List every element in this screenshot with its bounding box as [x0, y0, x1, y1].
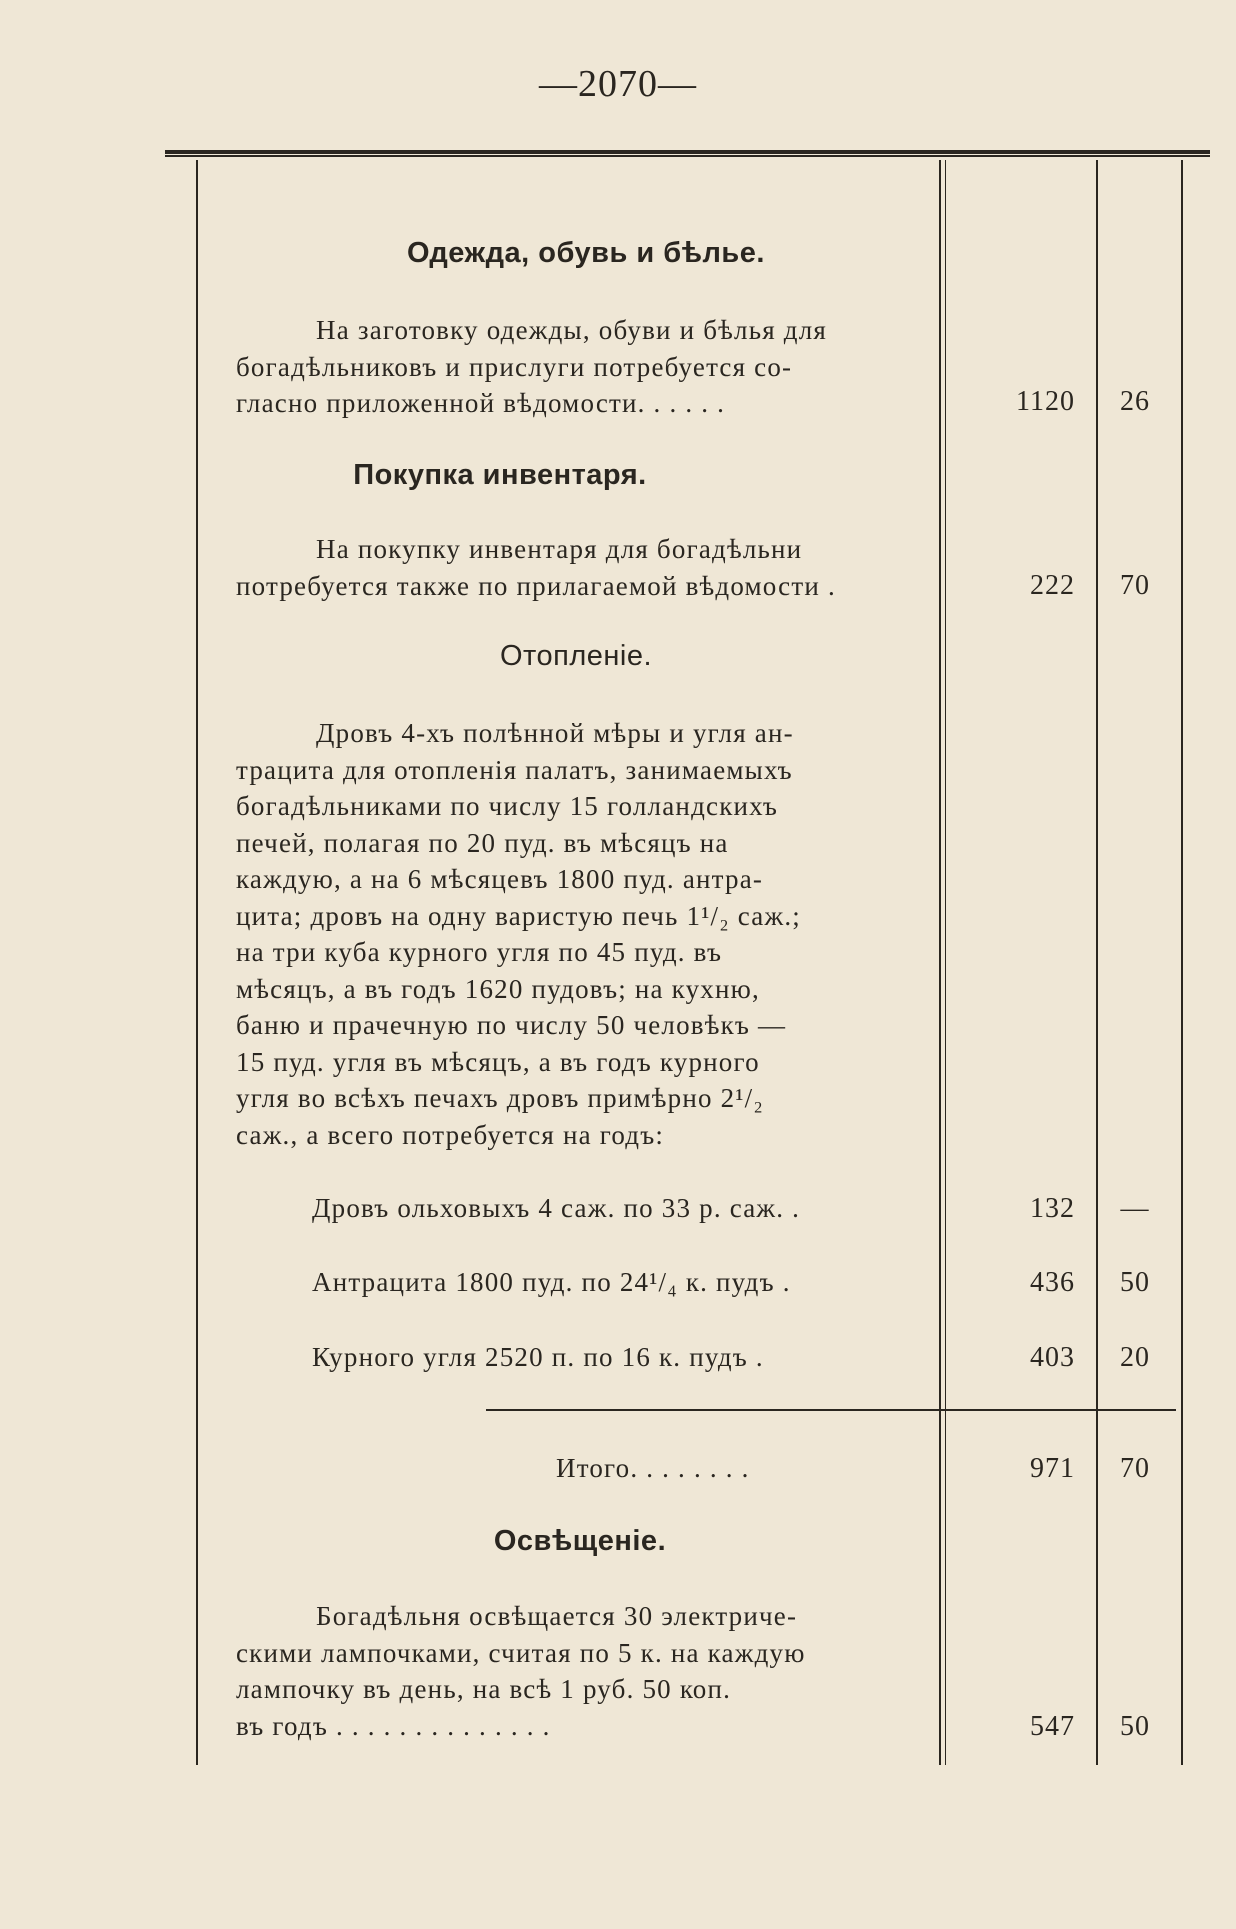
text-line: потребуется также по прилагаемой вѣдомости . [236, 570, 836, 601]
amount-kop-clothing: 26 [1120, 386, 1150, 417]
text-line: цита; дровъ на одну варистую печь 1¹/₂ саж.; [236, 900, 801, 931]
text-line: саж., а всего потребуется на годъ: [236, 1119, 665, 1150]
text-line: гласно приложенной вѣдомости. . . . . . [236, 388, 726, 418]
text-line: на три куба курного угля по 45 пуд. въ [236, 937, 723, 967]
text-line: каждую, а на 6 мѣсяцевъ 1800 пуд. антра- [236, 864, 764, 894]
kop-column-left-line [1096, 160, 1098, 1765]
section-title-lighting: Освѣщеніе. [493, 1525, 667, 1557]
amount-kop-inventory: 70 [1120, 570, 1150, 601]
text-line: печей, полагая по 20 пуд. въ мѣсяцъ на [236, 827, 729, 858]
amount-kop-heating-total: 70 [1120, 1453, 1150, 1484]
amount-rub-heating-total: 971 [1030, 1453, 1075, 1484]
text-line: трацита для отопленія палатъ, занимаемыхъ [236, 754, 793, 785]
text-line: лампочку въ день, на всѣ 1 руб. 50 коп. [236, 1674, 732, 1704]
text-line: скими лампочками, считая по 5 к. на каждую [236, 1637, 806, 1668]
text-line: угля во всѣхъ печахъ дровъ примѣрно 2¹/₂ [236, 1083, 764, 1113]
text-line: 15 пуд. угля въ мѣсяцъ, а въ годъ курного [236, 1046, 760, 1077]
amount-rub-firewood: 132 [1030, 1193, 1075, 1224]
section-title-clothing: Одежда, обувь и бѣлье. [407, 237, 765, 269]
page-number: —2070— [539, 63, 697, 105]
text-line: богадѣльниками по числу 15 голландскихъ [236, 791, 778, 821]
text-line: Дровъ 4-хъ полѣнной мѣры и угля ан- [316, 718, 794, 748]
paragraph-lighting [236, 1598, 911, 1744]
text-line: богадѣльниковъ и прислуги потребуется со- [236, 351, 793, 382]
text-line: На заготовку одежды, обуви и бѣлья для [316, 315, 828, 345]
section-title-inventory: Покупка инвентаря. [353, 459, 647, 491]
amount-kop-anthracite: 50 [1120, 1267, 1150, 1298]
amount-rub-clothing: 1120 [1016, 386, 1075, 417]
paragraph-heating [236, 715, 911, 1153]
heating-total-label: Итого. . . . . . . . [556, 1453, 750, 1483]
amount-kop-firewood: — [1120, 1193, 1150, 1224]
text-line: въ годъ . . . . . . . . . . . . . . [236, 1710, 551, 1741]
text-line: Богадѣльня освѣщается 30 электриче- [316, 1601, 798, 1631]
amount-rub-anthracite: 436 [1030, 1267, 1075, 1298]
right-border-line [1181, 160, 1183, 1765]
amount-rub-coal: 403 [1030, 1342, 1075, 1373]
text-line: баню и прачечную по числу 50 человѣкъ — [236, 1010, 787, 1040]
top-double-rule [165, 150, 1210, 157]
text-line: мѣсяцъ, а въ годъ 1620 пудовъ; на кухню, [236, 973, 760, 1004]
left-border-line [196, 160, 198, 1765]
paragraph-clothing [236, 312, 911, 422]
amount-kop-lighting: 50 [1120, 1711, 1150, 1742]
paragraph-inventory [236, 531, 911, 604]
amount-rub-lighting: 547 [1030, 1711, 1075, 1742]
amount-rub-inventory: 222 [1030, 570, 1075, 601]
text-line: На покупку инвентаря для богадѣльни [316, 534, 803, 564]
heating-item-coal: Курного угля 2520 п. по 16 к. пудъ . [312, 1342, 764, 1372]
amount-kop-coal: 20 [1120, 1342, 1150, 1373]
section-title-heating: Отопленіе. [499, 640, 653, 672]
heating-item-anthracite: Антрацита 1800 пуд. по 24¹/₄ к. пудъ . [312, 1267, 791, 1297]
sum-rule [486, 1409, 1176, 1411]
heating-item-firewood: Дровъ ольховыхъ 4 саж. по 33 р. саж. . [312, 1193, 801, 1223]
